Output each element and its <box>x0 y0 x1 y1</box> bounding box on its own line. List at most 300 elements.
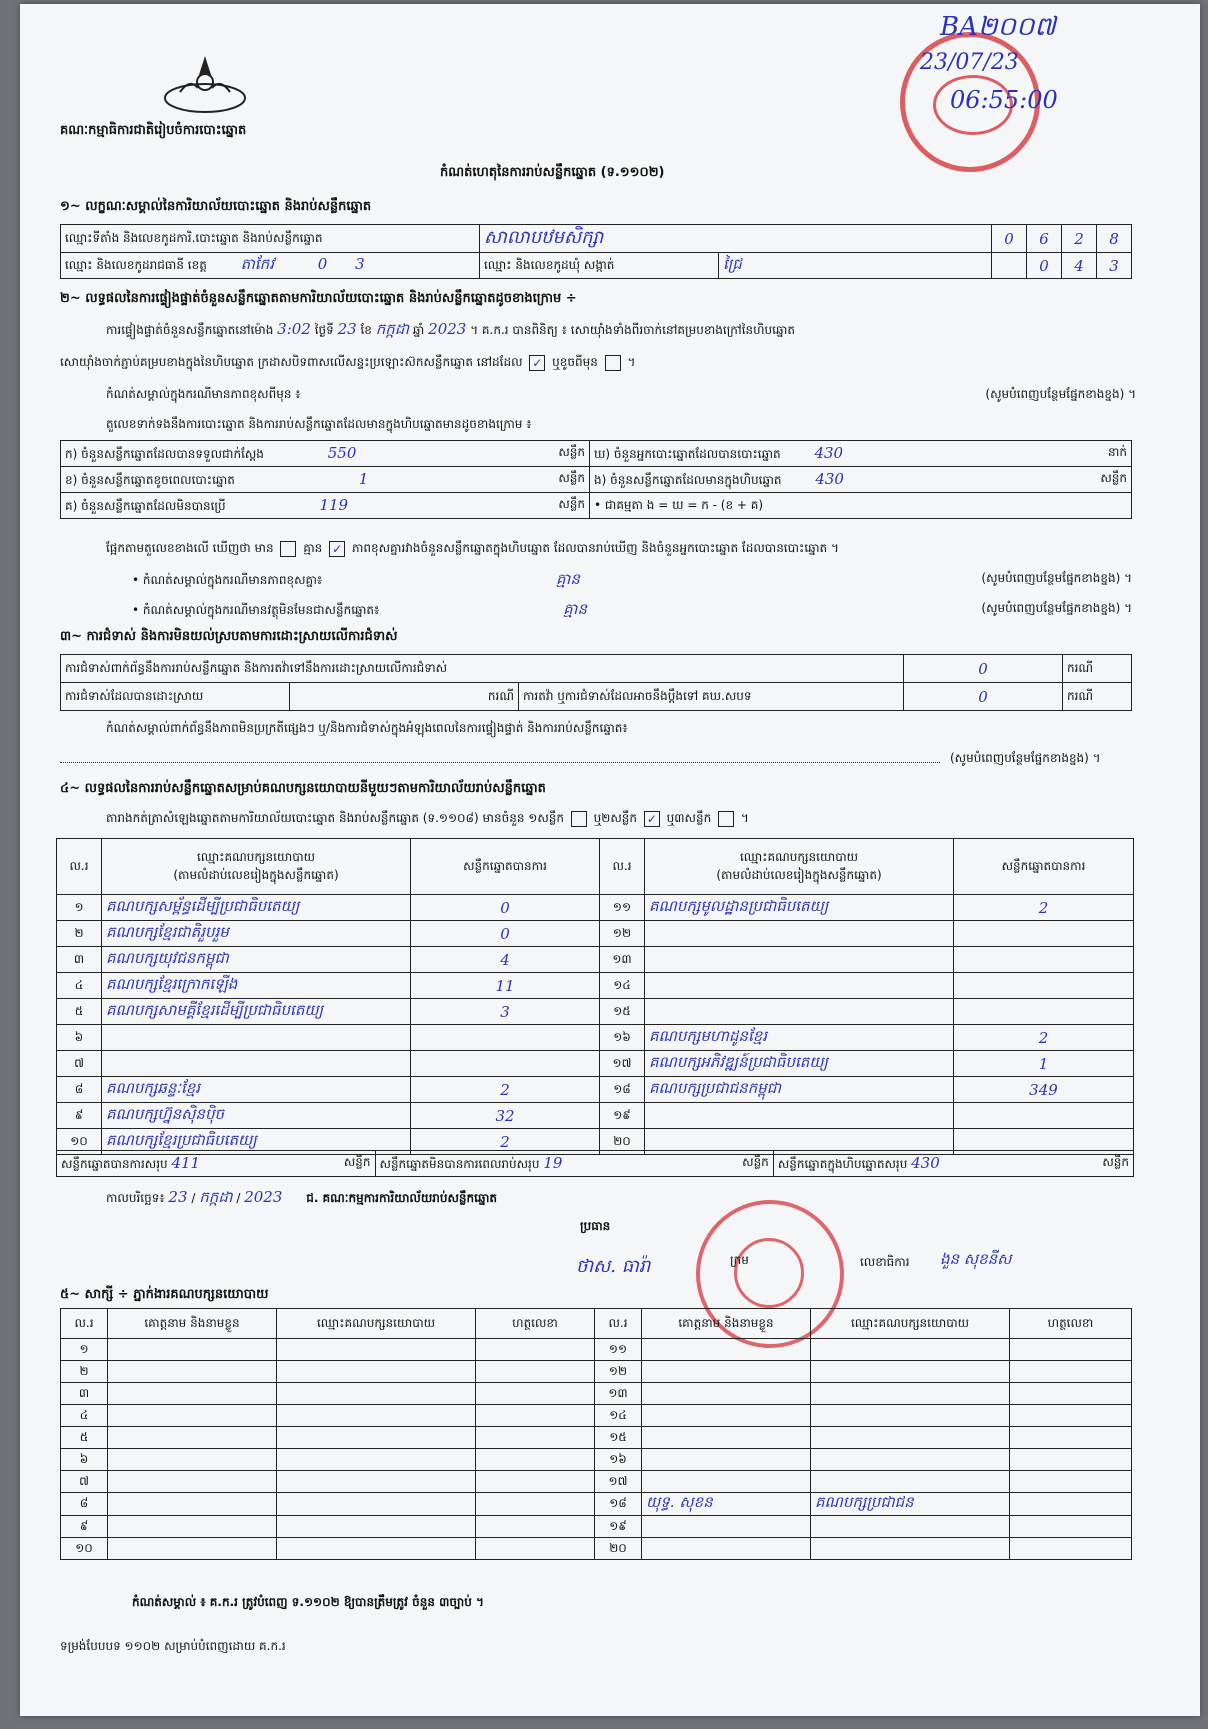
row-no: ៧ <box>57 1051 102 1077</box>
row-no: ៣ <box>61 1383 108 1405</box>
date-month: កក្កដា <box>199 1188 233 1206</box>
witness-name <box>108 1449 277 1471</box>
note-diff-line <box>106 386 1136 404</box>
secretary-name: ងួន សុខនីស <box>940 1250 1012 1268</box>
party-name: គណបក្សមហាដូនខ្មែរ <box>645 1025 954 1051</box>
irregularity-line <box>60 748 940 763</box>
row-no: ២០ <box>595 1538 642 1560</box>
objection-table <box>60 654 1132 711</box>
row-no: ៩ <box>61 1516 108 1538</box>
table-row <box>61 1383 1132 1405</box>
objection-row2-value: 0 <box>904 683 1063 711</box>
row-no: ១៩ <box>600 1103 645 1129</box>
or-damaged-label: ឬខូចពីមុន <box>552 355 598 369</box>
witness-party <box>277 1339 476 1361</box>
witness-name <box>642 1516 811 1538</box>
total-unit: សន្លឹក <box>1102 1154 1129 1169</box>
row-no: ១៣ <box>600 947 645 973</box>
figure-unit: នាក់ <box>1107 444 1127 459</box>
row-no: ១៦ <box>600 1025 645 1051</box>
row-no: ៣ <box>57 947 102 973</box>
date-day: 23 <box>168 1188 188 1206</box>
witness-signature <box>1010 1383 1132 1405</box>
none-label: គ្មាន <box>303 541 323 555</box>
figure-label: ង) ចំនួនសន្លឹកឆ្នោតដែលមានក្នុងហិបឆ្នោត <box>594 472 782 487</box>
line1-end: ។ គ.ក.រ បានពិនិត្យ ៖ សោយ៉ាំងទាំងពីរចាក់នៅគម្របខាងក្រៅនៃហិបឆ្នោត <box>470 323 796 337</box>
col-party-title: ឈ្មោះគណបក្សនយោបាយ <box>739 849 859 864</box>
commune-digit: 3 <box>1097 253 1132 279</box>
witness-party <box>811 1538 1010 1560</box>
party-name <box>102 1051 411 1077</box>
date-line: កាលបរិច្ឆេទ៖ 23 / កក្កដា / 2023 ជ. គណៈកម្មការការិយាល័យរាប់សន្លឹកឆ្នោត <box>106 1188 498 1206</box>
row-no: ១២ <box>595 1361 642 1383</box>
fill-note: (សូមបំពេញបន្ថែមផ្នែកខាងខ្នង) ។ <box>981 601 1132 615</box>
totals-table <box>56 1150 1134 1177</box>
fill-note: (សូមបំពេញបន្ថែមផ្នែកខាងខ្នង) ។ <box>950 751 1101 765</box>
party-name: គណបក្សខ្មែរក្រោកឡើង <box>102 973 411 999</box>
document-page <box>20 4 1200 1716</box>
row-no: ១០ <box>57 1129 102 1155</box>
line2-text: សោយ៉ាំងចាក់ភ្ជាប់គម្របខាងក្នុងនៃហិបឆ្នោត ក្រដាសបិទពាសលើសន្ទះប្រឡោះស៊កសន្លឹកឆ្នោត នៅដដែល <box>60 355 523 369</box>
witness-party <box>811 1339 1010 1361</box>
row-no: ៨ <box>57 1077 102 1103</box>
party-name: គណបក្សខ្មែរប្រជាធិបតេយ្យ <box>102 1129 411 1155</box>
col-party <box>645 839 954 895</box>
party-votes: 0 <box>411 895 600 921</box>
row-no: ៤ <box>61 1405 108 1427</box>
month-value: កក្កដា <box>375 320 410 338</box>
witness-party <box>811 1361 1010 1383</box>
or2-label: ឬ២សន្លឹក <box>593 811 638 825</box>
member-label: ក្រម <box>730 1253 749 1267</box>
witness-signature <box>476 1516 595 1538</box>
row-no: ៤ <box>57 973 102 999</box>
witness-name <box>642 1449 811 1471</box>
bullet1-label: • កំណត់សម្គាល់ក្នុងករណីមានភាពខុសគ្នា៖ <box>132 573 323 587</box>
col-party-sub: (តាមលំដាប់លេខរៀងក្នុងសន្លឹកឆ្នោត) <box>716 867 882 882</box>
party-votes: 32 <box>411 1103 600 1129</box>
form-title: កំណត់ហេតុនៃការរាប់សន្លឹកឆ្នោត (ទ.១១០២) <box>440 165 665 180</box>
witness-name <box>642 1383 811 1405</box>
witness-party: គណបក្សប្រជាជន <box>811 1493 1010 1516</box>
table-row <box>57 1051 1134 1077</box>
time-value: 3:02 <box>277 320 311 338</box>
figure-row <box>590 441 1132 467</box>
table-row <box>57 999 1134 1025</box>
figure-unit: សន្លឹក <box>558 444 585 459</box>
row-no: ៥ <box>57 999 102 1025</box>
row-no: ២ <box>57 921 102 947</box>
witness-name <box>108 1405 277 1427</box>
party-name: គណបក្សយុវជនកម្ពុជា <box>102 947 411 973</box>
witness-name: យុទ្ធ. សុខន <box>642 1493 811 1516</box>
section2-heading: ២~ លទ្ធផលនៃការផ្ទៀងផ្ទាត់ចំនួនសន្លឹកឆ្នោតតាមការិយាល័យបោះឆ្នោត និងរាប់សន្លឹកឆ្នោតដូចខាងក្រោម ÷ <box>60 291 577 306</box>
table-row <box>57 1103 1134 1129</box>
national-emblem-icon <box>160 48 250 118</box>
witness-signature <box>476 1449 595 1471</box>
party-name <box>645 947 954 973</box>
figure-unit: សន្លឹក <box>558 470 585 485</box>
row-no: ៦ <box>57 1025 102 1051</box>
party-name: គណបក្សខ្មែរជាតិរួបរួម <box>102 921 411 947</box>
witness-party <box>811 1427 1010 1449</box>
col-no: ល.រ <box>595 1309 642 1339</box>
objection-row2-label: ការជំទាស់ដែលបានដោះស្រាយ <box>61 683 290 711</box>
party-votes: 2 <box>954 1025 1134 1051</box>
total-valid-label: សន្លឹកឆ្នោតបានការសរុប <box>61 1156 168 1171</box>
row-no: ២០ <box>600 1129 645 1155</box>
col-votes: សន្លឹកឆ្នោតបានការ <box>954 839 1134 895</box>
witness-signature <box>476 1383 595 1405</box>
total-box-value: 430 <box>911 1153 940 1172</box>
damaged-checkbox[interactable] <box>605 355 621 371</box>
province-value: តាកែវ <box>240 254 274 273</box>
table-row <box>57 895 1134 921</box>
row-no: ៧ <box>61 1471 108 1493</box>
party-name: គណបក្សមូលដ្ឋានប្រជាធិបតេយ្យ <box>645 895 954 921</box>
witness-signature <box>1010 1493 1132 1516</box>
row-no: ៦ <box>61 1449 108 1471</box>
table-row <box>57 973 1134 999</box>
station-label: ឈ្មោះទីតាំង និងលេខកូដការិ.បោះឆ្នោត និងរាប់សន្លឹកឆ្នោត <box>61 225 480 253</box>
row-no: ១៣ <box>595 1383 642 1405</box>
party-name <box>645 999 954 1025</box>
province-label-text: ឈ្មោះ និងលេខកូដរាជធានី ខេត្ត <box>65 257 207 272</box>
witness-name <box>108 1471 277 1493</box>
witness-signature <box>476 1493 595 1516</box>
line1-text: ការផ្ទៀងផ្ទាត់ចំនួនសន្លឹកឆ្នោតនៅម៉ោង <box>106 323 274 337</box>
row-no: ១ <box>57 895 102 921</box>
witness-party <box>277 1383 476 1405</box>
col-party-title: ឈ្មោះគណបក្សនយោបាយ <box>196 849 316 864</box>
total-invalid-label: សន្លឹកឆ្នោតមិនបានការពេលរាប់សរុប <box>379 1156 540 1171</box>
fill-note: (សូមបំពេញបន្ថែមផ្នែកខាងខ្នង) ។ <box>981 571 1132 585</box>
party-name: គណបក្សឆន្ទៈខ្មែរ <box>102 1077 411 1103</box>
tally-intro: តារាងកត់ត្រាសំឡេងឆ្នោតតាមការិយាល័យបោះឆ្នោត និងរាប់សន្លឹកឆ្នោត (ទ.១១០៨) មានចំនួន ១សន្លឹក <box>106 811 564 825</box>
section2-line2: សោយ៉ាំងចាក់ភ្ជាប់គម្របខាងក្នុងនៃហិបឆ្នោត ក្រដាសបិទពាសលើសន្ទះប្រឡោះស៊កសន្លឹកឆ្នោត នៅដដែល ✓ ឬខូចពីមុន ។ <box>60 355 636 370</box>
col-no: ល.រ <box>600 839 645 895</box>
party-votes <box>954 999 1134 1025</box>
day-label: ថ្ងៃទី <box>314 323 334 337</box>
party-name <box>645 921 954 947</box>
row-no: ១៦ <box>595 1449 642 1471</box>
table-row <box>61 1427 1132 1449</box>
objection-unit: ករណី <box>290 683 519 711</box>
committee-label: ជ. គណៈកម្មការការិយាល័យរាប់សន្លឹកឆ្នោត <box>306 1191 498 1205</box>
figure-row <box>61 441 590 467</box>
witness-name <box>642 1361 811 1383</box>
party-name <box>645 1103 954 1129</box>
no-diff-checkbox[interactable]: ✓ <box>329 541 345 557</box>
chair-signature: ថាស. ធារ៉ា <box>576 1256 651 1277</box>
party-votes: 2 <box>954 895 1134 921</box>
witness-name <box>108 1516 277 1538</box>
month-label: ខែ <box>360 323 372 337</box>
witness-signature <box>476 1339 595 1361</box>
row-no: ១១ <box>600 895 645 921</box>
compare-end: ភាពខុសគ្នារវាងចំនួនសន្លឹកឆ្នោតក្នុងហិបឆ្នោត ដែលបានរាប់ឃើញ និងចំនួនអ្នកបោះឆ្នោត ដែលបានបោះឆ្នោត ។ <box>351 541 839 555</box>
row-no: ១២ <box>600 921 645 947</box>
province-label <box>61 253 480 279</box>
witness-signature <box>476 1405 595 1427</box>
witness-party <box>277 1516 476 1538</box>
section1-heading: ១~ លក្ខណៈសម្គាល់នៃការិយាល័យបោះឆ្នោត និងរាប់សន្លឹកឆ្នោត <box>60 199 372 214</box>
table-row <box>57 921 1134 947</box>
total-box-cell <box>773 1151 1133 1177</box>
date-year: 2023 <box>244 1188 283 1206</box>
commune-digit: 4 <box>1062 253 1097 279</box>
total-box-label: សន្លឹកឆ្នោតក្នុងហិបឆ្នោតសរុប <box>777 1156 908 1171</box>
witness-signature <box>476 1538 595 1560</box>
figure-label: ខ) ចំនួនសន្លឹកឆ្នោតខូចពេលបោះឆ្នោត <box>65 472 235 487</box>
station-digit: 8 <box>1097 225 1132 253</box>
bullet1-line <box>132 570 1132 592</box>
table-row <box>61 1516 1132 1538</box>
witness-signature <box>476 1471 595 1493</box>
fill-note: (សូមបំពេញបន្ថែមផ្នែកខាងខ្នង) ។ <box>985 387 1136 401</box>
witness-name <box>642 1405 811 1427</box>
col-party: ឈ្មោះគណបក្សនយោបាយ <box>277 1309 476 1339</box>
witness-name <box>108 1538 277 1560</box>
witness-signature <box>1010 1471 1132 1493</box>
figures-intro: តួលេខទាក់ទងនឹងការបោះឆ្នោត និងការរាប់សន្លឹកឆ្នោតដែលមានក្នុងហិបឆ្នោតមានដូចខាងក្រោម ៖ <box>106 417 532 431</box>
chair-label: ប្រធាន <box>580 1219 611 1233</box>
bullet2-value: គ្មាន <box>563 600 587 618</box>
col-no: ល.រ <box>57 839 102 895</box>
party-name: គណបក្សសម្ព័ន្ធដើម្បីប្រជាធិបតេយ្យ <box>102 895 411 921</box>
year-value: 2023 <box>428 320 467 338</box>
party-name: គណបក្សប្រជាជនកម្ពុជា <box>645 1077 954 1103</box>
witness-party <box>277 1361 476 1383</box>
total-valid-value: 411 <box>171 1153 201 1172</box>
row-no: ៩ <box>57 1103 102 1129</box>
figure-row <box>61 493 590 519</box>
witness-name <box>642 1471 811 1493</box>
total-valid-cell <box>57 1151 376 1177</box>
figure-value: 119 <box>319 495 349 514</box>
has-diff-checkbox[interactable] <box>280 541 296 557</box>
objection-unit: ករណី <box>1063 683 1132 711</box>
col-name: គោត្តនាម និងនាមខ្លួន <box>642 1309 811 1339</box>
party-votes: 11 <box>411 973 600 999</box>
witness-signature <box>1010 1361 1132 1383</box>
party-votes <box>411 1025 600 1051</box>
stamp-time: 06:55:00 <box>950 86 1058 114</box>
table-row <box>61 1405 1132 1427</box>
table-row <box>61 1449 1132 1471</box>
table-row <box>61 1493 1132 1516</box>
row-no: ១៨ <box>600 1077 645 1103</box>
party-name <box>645 973 954 999</box>
witness-signature <box>476 1427 595 1449</box>
stamp-code: BA២០០៧ <box>940 12 1056 42</box>
intact-checkbox[interactable]: ✓ <box>529 355 545 371</box>
party-votes: 3 <box>411 999 600 1025</box>
party-name: គណបក្សសាមគ្គីខ្មែរដើម្បីប្រជាធិបតេយ្យ <box>102 999 411 1025</box>
results-table <box>56 838 1134 1155</box>
col-sign: ហត្ថលេខា <box>1010 1309 1132 1339</box>
bullet1-value: គ្មាន <box>556 570 580 588</box>
col-party: ឈ្មោះគណបក្សនយោបាយ <box>811 1309 1010 1339</box>
total-unit: សន្លឹក <box>343 1154 371 1169</box>
party-name: គណបក្សអភិវឌ្ឍន៍ប្រជាធិបតេយ្យ <box>645 1051 954 1077</box>
one-sheet-checkbox[interactable] <box>571 811 587 827</box>
form-reference: ទម្រង់បែបបទ ១១០២ សម្រាប់បំពេញដោយ គ.ក.រ <box>60 1639 286 1653</box>
witness-name <box>108 1361 277 1383</box>
witness-party <box>277 1449 476 1471</box>
section1-table <box>60 224 1132 279</box>
or3-label: ឬ៣សន្លឹក <box>666 811 712 825</box>
secretary-label: លេខាធិការ <box>860 1255 910 1269</box>
formula: • ជាគម្មតា ង = ឃ = ក - (ខ + គ) <box>590 493 1132 519</box>
figures-table <box>60 440 1132 519</box>
col-votes: សន្លឹកឆ្នោតបានការ <box>411 839 600 895</box>
figure-label: គ) ចំនួនសន្លឹកឆ្នោតដែលមិនបានប្រើ <box>65 498 226 513</box>
commune-label: ឈ្មោះ និងលេខកូដឃុំ សង្កាត់ <box>480 253 719 279</box>
table-row <box>61 1471 1132 1493</box>
stamp-date: 23/07/23 <box>920 50 1019 75</box>
objection-unit: ករណី <box>1063 655 1132 683</box>
station-digit: 6 <box>1027 225 1062 253</box>
section2-line1 <box>106 320 1136 342</box>
figure-value: 430 <box>815 469 844 488</box>
table-row <box>57 947 1134 973</box>
row-no: ១៤ <box>600 973 645 999</box>
commune-value: ជ្រៃ <box>719 253 992 279</box>
party-votes: 2 <box>411 1129 600 1155</box>
commune-digit: 0 <box>1027 253 1062 279</box>
bullet2-label: • កំណត់សម្គាល់ក្នុងករណីមានវត្ថុមិនមែនជាសន្លឹកឆ្នោត៖ <box>132 603 380 617</box>
row-no: ១៥ <box>595 1427 642 1449</box>
party-name: គណបក្សហ្វ៊ុនស៊ិនប៉ិច <box>102 1103 411 1129</box>
row-no: ១៨ <box>595 1493 642 1516</box>
objection-row1-value: 0 <box>904 655 1063 683</box>
section3-heading: ៣~ ការជំទាស់ និងការមិនយល់ស្របតាមការដោះស្រាយលើការជំទាស់ <box>60 629 398 644</box>
party-votes <box>411 1051 600 1077</box>
compare-line <box>106 540 839 558</box>
figure-row <box>590 467 1132 493</box>
row-no: ១៥ <box>600 999 645 1025</box>
witness-name <box>642 1339 811 1361</box>
bullet2-line <box>132 600 1132 622</box>
row-no: ២ <box>61 1361 108 1383</box>
province-digit: 3 <box>355 254 365 273</box>
witness-signature <box>1010 1538 1132 1560</box>
witness-name <box>108 1427 277 1449</box>
objection-row1-label: ការជំទាស់ពាក់ព័ន្ធនឹងការរាប់សន្លឹកឆ្នោត និងការតវ៉ាទៅនឹងការដោះស្រាយលើការជំទាស់ <box>61 655 904 683</box>
year-label: ឆ្នាំ <box>412 323 425 337</box>
witness-signature <box>1010 1516 1132 1538</box>
figure-value: 430 <box>814 443 844 462</box>
col-no: ល.រ <box>61 1309 108 1339</box>
witness-party <box>277 1471 476 1493</box>
objection-row2-mid: ការតវ៉ា ឬការជំទាស់ដែលអាចនឹងប្តឹងទៅ គឃ.សបទ <box>519 683 904 711</box>
total-invalid-cell <box>375 1151 773 1177</box>
figure-unit: សន្លឹក <box>558 496 585 511</box>
party-votes <box>954 1103 1134 1129</box>
table-row <box>57 1077 1134 1103</box>
row-no: ១ <box>61 1339 108 1361</box>
col-name: គោត្តនាម និងនាមខ្លួន <box>108 1309 277 1339</box>
witness-name <box>108 1339 277 1361</box>
witness-name <box>108 1493 277 1516</box>
two-sheet-checkbox[interactable]: ✓ <box>644 811 660 827</box>
irregularity-note: កំណត់សម្គាល់ពាក់ព័ន្ធនឹងភាពមិនប្រក្រតីផ្សេងៗ ឬ/និងការជំទាស់ក្នុងអំឡុងពេលនៃការផ្ទៀងផ្ទាត់ និងការរាប់សន្លឹកឆ្នោត៖ <box>106 721 628 735</box>
table-row <box>61 1538 1132 1560</box>
row-no: ១៤ <box>595 1405 642 1427</box>
witness-party <box>277 1538 476 1560</box>
party-name <box>102 1025 411 1051</box>
col-sign: ហត្ថលេខា <box>476 1309 595 1339</box>
witness-signature <box>1010 1449 1132 1471</box>
note-diff-label: កំណត់សម្គាល់ក្នុងករណីមានភាពខុសពីមុន ៖ <box>106 387 301 401</box>
witness-signature <box>1010 1339 1132 1361</box>
figure-value: 1 <box>358 469 369 488</box>
row-no: ១០ <box>61 1538 108 1560</box>
section4-heading: ៤~ លទ្ធផលនៃការរាប់សន្លឹកឆ្នោតសម្រាប់គណបក្សនយោបាយនីមួយៗតាមការិយាល័យរាប់សន្លឹកឆ្នោត <box>60 781 546 796</box>
station-value: សាលាបឋមសិក្សា <box>480 225 992 253</box>
witness-signature <box>1010 1427 1132 1449</box>
col-party <box>102 839 411 895</box>
day-value: 23 <box>337 320 357 338</box>
witness-signature <box>476 1361 595 1383</box>
row-no: ៨ <box>61 1493 108 1516</box>
party-votes <box>954 921 1134 947</box>
figure-row <box>61 467 590 493</box>
figure-label: ក) ចំនួនសន្លឹកឆ្នោតដែលបានទទួលជាក់ស្តែង <box>65 446 264 461</box>
row-no: ១៧ <box>595 1471 642 1493</box>
party-votes <box>954 947 1134 973</box>
compare-text: ផ្អែកតាមតួលេខខាងលើ ឃើញថា មាន <box>106 541 274 555</box>
party-votes: 0 <box>411 921 600 947</box>
row-no: ១១ <box>595 1339 642 1361</box>
table-row <box>57 1025 1134 1051</box>
witness-party <box>811 1449 1010 1471</box>
witness-party <box>277 1427 476 1449</box>
party-votes: 2 <box>411 1077 600 1103</box>
province-digit: 0 <box>317 254 328 273</box>
col-party-sub: (តាមលំដាប់លេខរៀងក្នុងសន្លឹកឆ្នោត) <box>173 867 339 882</box>
witness-party <box>811 1405 1010 1427</box>
party-votes: 349 <box>954 1077 1134 1103</box>
row-no: ១៧ <box>600 1051 645 1077</box>
party-votes: 1 <box>954 1051 1134 1077</box>
figure-unit: សន្លឹក <box>1100 470 1127 485</box>
witness-party <box>277 1405 476 1427</box>
figure-label: ឃ) ចំនួនអ្នកបោះឆ្នោតដែលបានបោះឆ្នោត <box>594 446 781 461</box>
date-label: កាលបរិច្ឆេទ៖ <box>106 1191 165 1205</box>
witness-party <box>811 1516 1010 1538</box>
station-digit: 2 <box>1062 225 1097 253</box>
total-unit: សន្លឹក <box>742 1154 769 1169</box>
committee-name: គណៈកម្មាធិការជាតិរៀបចំការបោះឆ្នោត <box>60 123 247 138</box>
total-invalid-value: 19 <box>543 1153 563 1172</box>
witness-party <box>811 1471 1010 1493</box>
table-row <box>61 1339 1132 1361</box>
three-sheet-checkbox[interactable] <box>718 811 734 827</box>
witness-name <box>108 1383 277 1405</box>
witness-table <box>60 1308 1132 1560</box>
party-votes: 4 <box>411 947 600 973</box>
witness-signature <box>1010 1405 1132 1427</box>
row-no: ៥ <box>61 1427 108 1449</box>
witness-name <box>642 1427 811 1449</box>
figure-value: 550 <box>327 443 357 462</box>
witness-party <box>811 1383 1010 1405</box>
witness-party <box>277 1493 476 1516</box>
row-no: ១៩ <box>595 1516 642 1538</box>
table-row <box>61 1361 1132 1383</box>
